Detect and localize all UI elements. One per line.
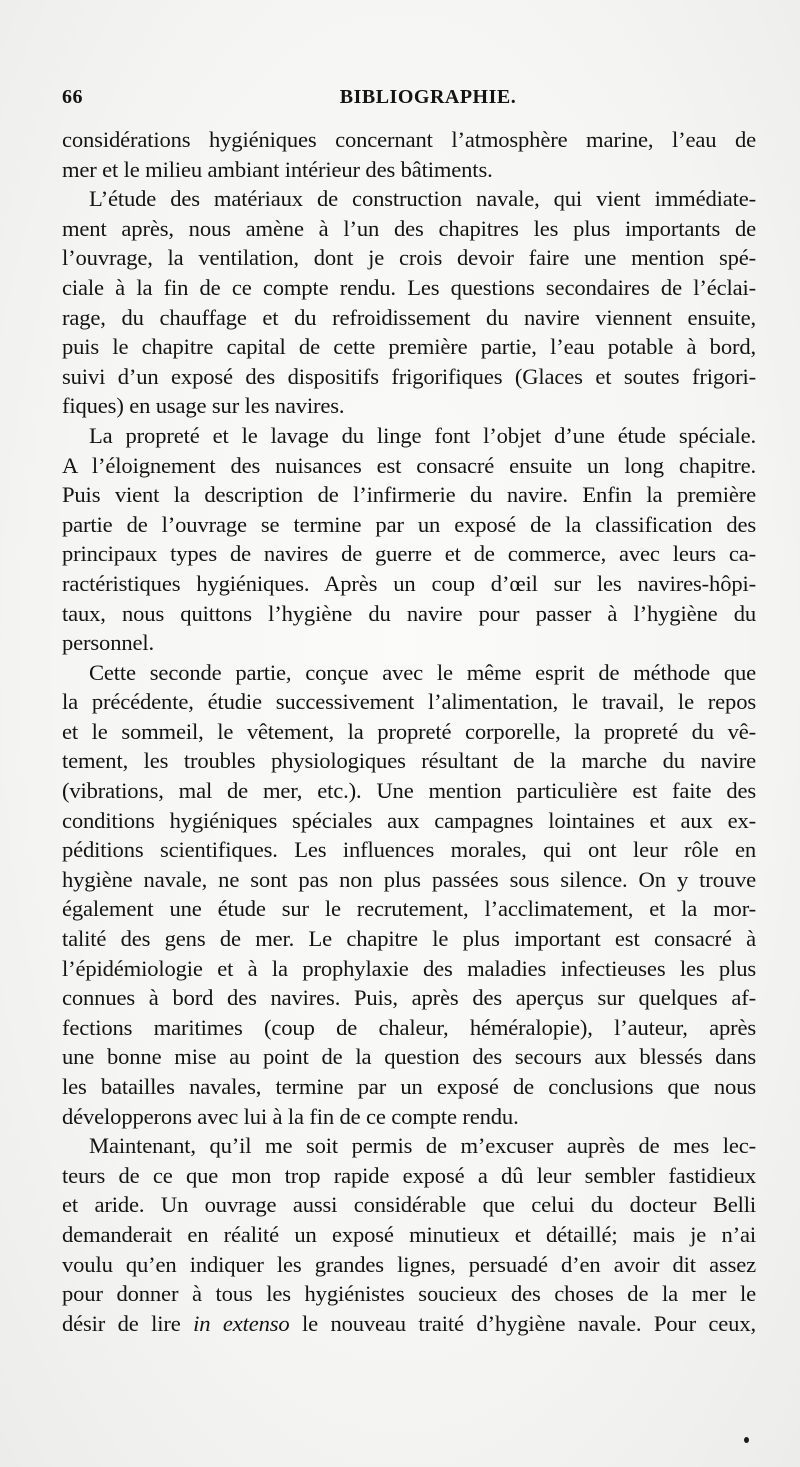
text-line: tement, les troubles physiologiques résultant de la marche du navire — [62, 748, 756, 774]
page-number: 66 — [62, 86, 83, 108]
text-line: partie de l’ouvrage se termine par un exposé de la classification des — [62, 511, 756, 537]
text-line: fiques) en usage sur les navires. — [62, 393, 345, 419]
text-line: fections maritimes (coup de chaleur, héméralopie), l’auteur, après — [62, 1014, 756, 1040]
text-line: la précédente, étudie successivement l’alimentation, le travail, le repos — [62, 689, 756, 715]
text-line-with-italic: désir de lire in extenso le nouveau traité d’hygiène navale. Pour ceux, — [62, 1310, 756, 1336]
text-line: pour donner à tous les hygiénistes soucieux des choses de la mer le — [62, 1281, 756, 1307]
paragraph-first-line: L’étude des matériaux de construction navale, qui vient immédiate- — [89, 186, 756, 212]
text-line: ractéristiques hygiéniques. Après un coup d’œil sur les navires-hôpi- — [62, 570, 756, 596]
text-line: personnel. — [62, 630, 154, 656]
text-line: ment après, nous amène à l’un des chapitres les plus importants de — [62, 215, 756, 241]
text-line: demanderait en réalité un exposé minutieux et détaillé; mais je n’ai — [62, 1221, 756, 1247]
text-line: (vibrations, mal de mer, etc.). Une mention particulière est faite des — [62, 778, 756, 804]
text-line: taux, nous quittons l’hygiène du navire pour passer à l’hygiène du — [62, 600, 756, 626]
text-line: conditions hygiéniques spéciales aux campagnes lointaines et aux ex- — [62, 807, 756, 833]
italic-latin-phrase: in extenso — [193, 1310, 290, 1336]
running-title: BIBLIOGRAPHIE. — [339, 86, 517, 108]
text-line: principaux types de navires de guerre et de commerce, avec leurs ca- — [62, 541, 756, 567]
text-line: A l’éloignement des nuisances est consacré ensuite un long chapitre. — [62, 452, 756, 478]
text-line: les batailles navales, termine par un exposé de conclusions que nous — [62, 1074, 756, 1099]
body-text — [62, 125, 756, 1338]
text-line: voulu qu’en indiquer les grandes lignes, persuadé d’en avoir dit assez — [62, 1251, 756, 1277]
text-line: une bonne mise au point de la question des secours aux blessés dans — [62, 1044, 756, 1070]
text-line: ciale à la fin de ce compte rendu. Les questions secondaires de l’éclai- — [62, 274, 756, 300]
page-header — [62, 86, 754, 116]
text-line: développerons avec lui à la fin de ce compte rendu. — [62, 1103, 519, 1129]
text-line: Puis vient la description de l’infirmerie du navire. Enfin la première — [62, 482, 756, 508]
text-line: hygiène navale, ne sont pas non plus passées sous silence. On y trouve — [62, 866, 756, 892]
paragraph-first-line: Cette seconde partie, conçue avec le même esprit de méthode que — [89, 659, 756, 685]
text-line: talité des gens de mer. Le chapitre le plus important est consacré à — [62, 926, 756, 952]
text-line: considérations hygiéniques concernant l’atmosphère marine, l’eau de — [62, 127, 756, 152]
text-line: suivi d’un exposé des dispositifs frigorifiques (Glaces et soutes frigori- — [62, 363, 756, 389]
text-line: l’ouvrage, la ventilation, dont je crois devoir faire une mention spé- — [62, 245, 756, 271]
text-line: l’épidémiologie et à la prophylaxie des maladies infectieuses les plus — [62, 955, 756, 981]
ink-speck — [744, 1437, 749, 1443]
text-line: connues à bord des navires. Puis, après des aperçus sur quelques af- — [62, 985, 756, 1011]
text-line: et aride. Un ouvrage aussi considérable que celui du docteur Belli — [62, 1192, 756, 1218]
text-line: puis le chapitre capital de cette première partie, l’eau potable à bord, — [62, 334, 756, 360]
paragraph-first-line: La propreté et le lavage du linge font l’objet d’une étude spéciale. — [89, 422, 756, 448]
text-line: mer et le milieu ambiant intérieur des bâtiments. — [62, 156, 493, 182]
text-line: péditions scientifiques. Les influences morales, qui ont leur rôle en — [62, 837, 756, 863]
text-line: teurs de ce que mon trop rapide exposé a dû leur sembler fastidieux — [62, 1162, 756, 1188]
paragraph-first-line: Maintenant, qu’il me soit permis de m’excuser auprès de mes lec- — [89, 1133, 756, 1159]
text-line: également une étude sur le recrutement, l’acclimatement, et la mor- — [62, 896, 756, 922]
text-line: rage, du chauffage et du refroidissement du navire viennent ensuite, — [62, 304, 756, 330]
text-line: et le sommeil, le vêtement, la propreté corporelle, la propreté du vê- — [62, 718, 756, 744]
